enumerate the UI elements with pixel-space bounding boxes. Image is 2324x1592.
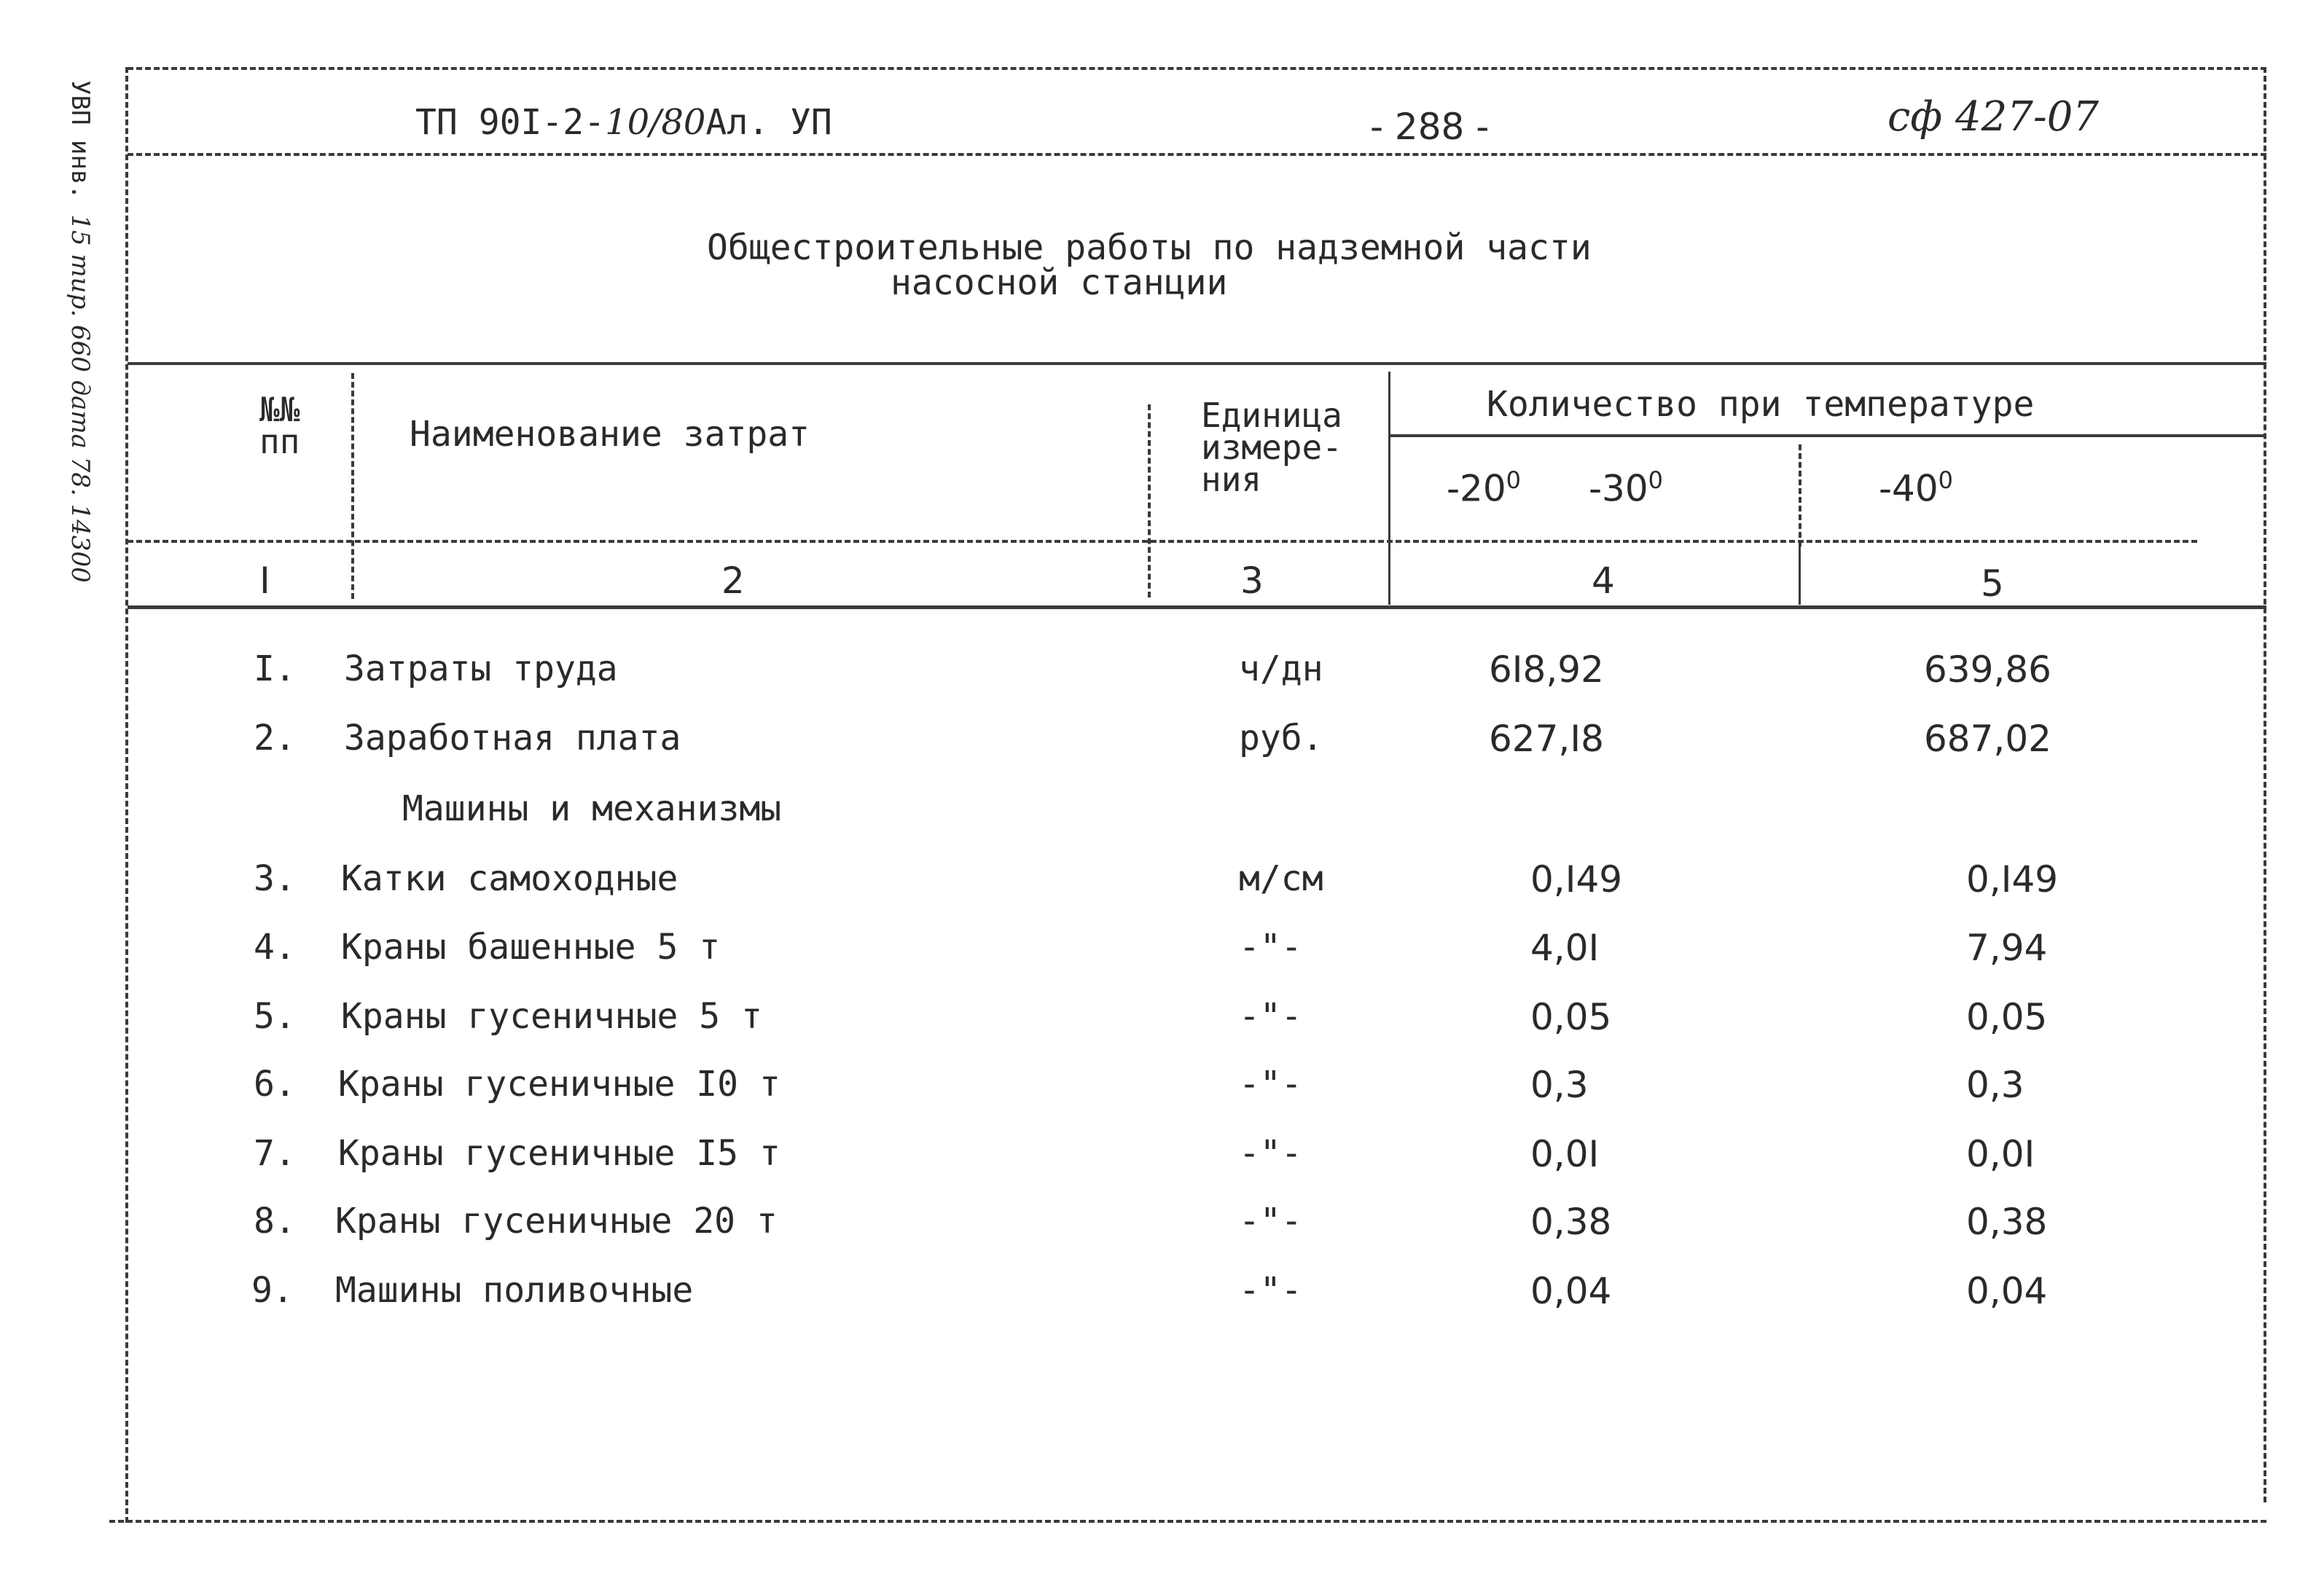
header-quantity: Количество при температуре: [1487, 384, 2035, 425]
temp-minus20-value: -20: [1447, 467, 1506, 510]
col-divider-1: [351, 373, 354, 599]
doc-code-handwritten: 10/80: [605, 102, 706, 143]
table-row: [0, 648, 2324, 714]
row-unit: -"-: [1239, 1064, 1302, 1105]
code-handwritten: сф 427-07: [1887, 93, 2100, 141]
row-quantity-4: 0,05: [1530, 996, 1612, 1038]
row-quantity-5: 0,04: [1966, 1270, 2048, 1312]
side-margin-annotation: [66, 80, 95, 583]
table-row: [0, 927, 2324, 992]
table-row: [0, 1201, 2324, 1266]
side-handwritten-note: 15 тир. 660 дата 78. 14300: [66, 214, 95, 583]
row-quantity-4: 4,0I: [1530, 927, 1600, 969]
row-name: Затраты труда: [344, 648, 618, 689]
col-number-1: I: [259, 560, 270, 602]
col-divider-3: [1388, 372, 1390, 605]
row-quantity-4: 0,38: [1530, 1201, 1612, 1243]
temp-minus40: [1879, 466, 1953, 510]
title-line-2: насосной станции: [891, 262, 1228, 303]
row-quantity-5: 7,94: [1966, 927, 2048, 969]
header-rule: [128, 153, 2266, 156]
row-unit: ч/дн: [1239, 648, 1323, 689]
page-number: - 288 -: [1370, 106, 1490, 148]
col-numbers-bottom-rule: [128, 605, 2266, 609]
frame-top: [128, 67, 2266, 70]
row-unit: -"-: [1239, 927, 1302, 968]
row-unit: -"-: [1239, 996, 1302, 1037]
row-quantity-5: 0,05: [1966, 996, 2048, 1038]
row-number: I.: [254, 648, 296, 689]
col-divider-4: [1799, 444, 1801, 546]
row-quantity-5: 639,86: [1924, 648, 2051, 691]
row-unit: -"-: [1239, 1133, 1302, 1174]
row-name: Краны гусеничные 20 т: [335, 1201, 778, 1242]
col-number-5: 5: [1981, 562, 2004, 605]
col-divider-2: [1148, 404, 1151, 597]
row-number: 7.: [254, 1133, 296, 1174]
temp-minus30: [1589, 466, 1663, 510]
temp-minus30-degree: 0: [1648, 466, 1664, 494]
row-number: 4.: [254, 927, 296, 968]
header-name: Наименование затрат: [410, 414, 810, 455]
title-line-1: Общестроительные работы по надземной части: [707, 227, 1592, 268]
table-row: [0, 996, 2324, 1062]
table-top-rule: [128, 362, 2266, 365]
temp-minus40-value: -40: [1879, 467, 1938, 510]
row-section-heading: Машины и механизмы: [402, 788, 782, 829]
header-unit: Единица измере- ния: [1201, 396, 1342, 499]
doc-code-prefix: ТП 90I-2-: [415, 102, 606, 143]
row-quantity-4: 627,I8: [1489, 718, 1604, 760]
row-quantity-5: 0,I49: [1966, 858, 2059, 901]
temp-minus20-degree: 0: [1506, 466, 1522, 494]
col-number-2: 2: [721, 560, 745, 602]
header-bottom-rule: [128, 540, 2197, 543]
temp-minus40-degree: 0: [1938, 466, 1954, 494]
row-quantity-5: 0,0I: [1966, 1133, 2035, 1175]
row-unit: руб.: [1239, 718, 1323, 758]
row-name: Краны гусеничные I0 т: [338, 1064, 780, 1105]
row-number: 8.: [254, 1201, 296, 1242]
row-quantity-4: 0,0I: [1530, 1133, 1600, 1175]
table-row: [0, 1133, 2324, 1199]
temp-minus20: [1447, 466, 1521, 510]
row-quantity-4: 0,I49: [1530, 858, 1623, 901]
row-quantity-4: 0,3: [1530, 1064, 1589, 1106]
table-row: [0, 1064, 2324, 1129]
col-number-3: 3: [1240, 560, 1264, 602]
row-unit: м/см: [1239, 858, 1323, 899]
row-quantity-5: 0,38: [1966, 1201, 2048, 1243]
col-number-4: 4: [1592, 560, 1615, 602]
row-number: 2.: [254, 718, 296, 758]
row-number: 9.: [251, 1270, 294, 1311]
row-name: Машины поливочные: [335, 1270, 694, 1311]
row-quantity-4: 0,04: [1530, 1270, 1612, 1312]
row-unit: -"-: [1239, 1201, 1302, 1242]
row-name: Катки самоходные: [341, 858, 678, 899]
doc-code: [415, 102, 832, 143]
col-divider-4-lower: [1799, 541, 1801, 605]
doc-code-suffix: Ал. УП: [705, 102, 832, 143]
row-name: Краны гусеничные 5 т: [341, 996, 762, 1037]
header-num: №№ пп: [259, 390, 300, 461]
frame-bottom: [109, 1520, 2266, 1523]
row-number: 3.: [254, 858, 296, 899]
row-number: 6.: [254, 1064, 296, 1105]
table-row: [0, 858, 2324, 924]
row-unit: -"-: [1239, 1270, 1302, 1311]
table-row: [0, 788, 2324, 854]
row-quantity-4: 6I8,92: [1489, 648, 1604, 691]
row-quantity-5: 687,02: [1924, 718, 2051, 760]
row-name: Заработная плата: [344, 718, 681, 758]
quantity-subheader-rule: [1390, 434, 2265, 437]
row-number: 5.: [254, 996, 296, 1037]
temp-minus30-value: -30: [1589, 467, 1648, 510]
row-quantity-5: 0,3: [1966, 1064, 2024, 1106]
table-row: [0, 1270, 2324, 1336]
side-stamp: УВП инв.: [66, 80, 95, 200]
row-name: Краны башенные 5 т: [341, 927, 721, 968]
row-name: Краны гусеничные I5 т: [338, 1133, 780, 1174]
table-row: [0, 718, 2324, 783]
